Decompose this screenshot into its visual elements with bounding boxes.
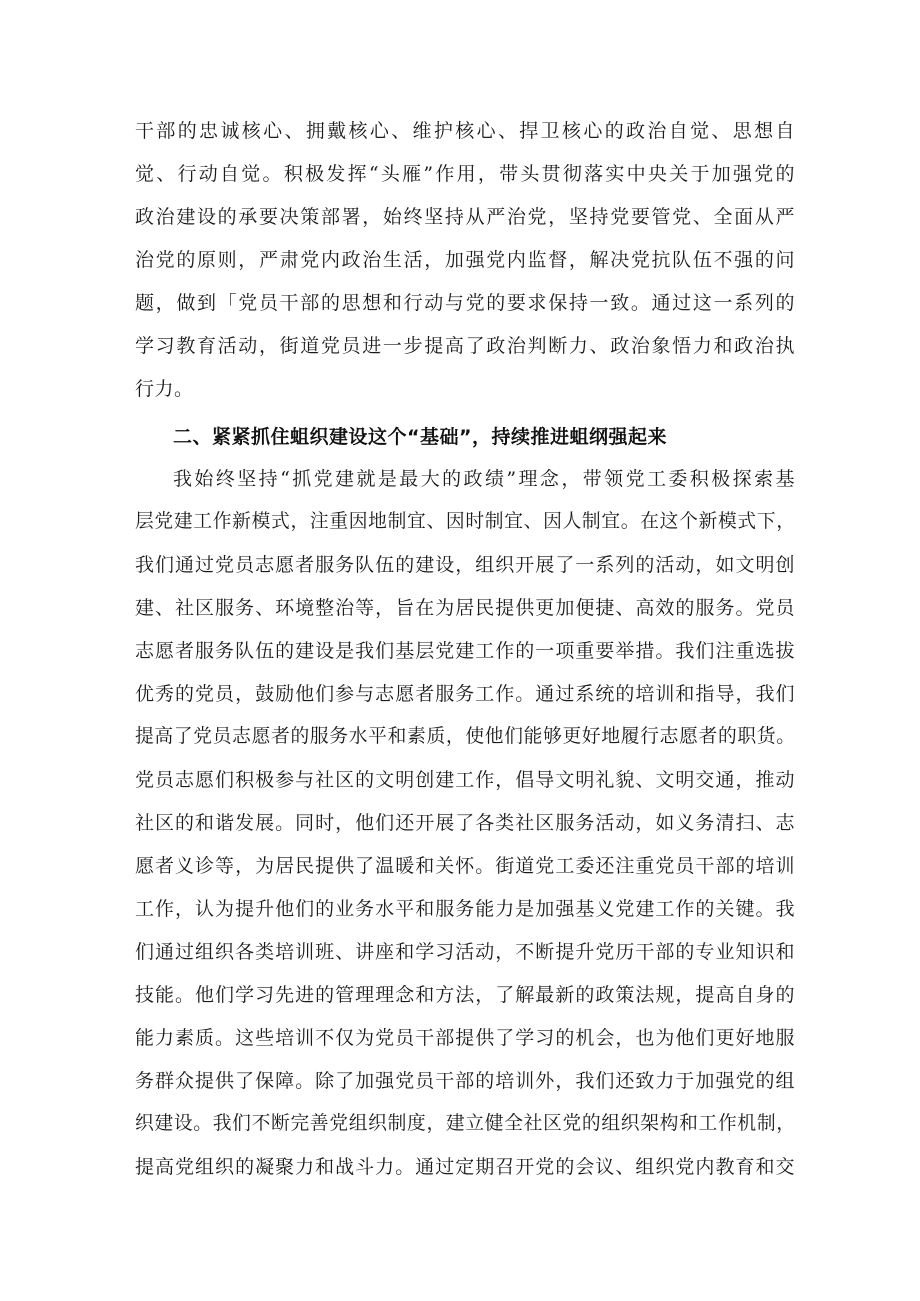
paragraph-line: 建、社区服务、环境整治等，旨在为居民提供更加便捷、高效的服务。党员 bbox=[135, 597, 795, 619]
paragraph-line-indented: 我始终坚持“抓党建就是最大的政绩”理念，带领党工委积极探索基 bbox=[173, 468, 795, 490]
paragraph-line: 题，做到「党员干部的思想和行动与党的要求保持一致。通过这一系列的 bbox=[135, 292, 795, 314]
paragraph-line: 工作，认为提升他们的业务水平和服务能力是加强基义党建工作的关键。我 bbox=[135, 898, 795, 920]
paragraph-line: 提高党组织的凝聚力和战斗力。通过定期召开党的会议、组织党内教育和交 bbox=[135, 1156, 795, 1178]
paragraph-line: 务群众提供了保障。除了加强党员干部的培训外，我们还致力于加强党的组 bbox=[135, 1070, 795, 1092]
section-heading: 二、紧紧抓住蛆织建设这个“基础”，持续推进蛆纲强起来 bbox=[173, 426, 667, 448]
paragraph-line: 我们通过党员志愿者服务队伍的建设，组织开展了一系列的活动，如文明创 bbox=[135, 554, 795, 576]
paragraph-line: 行力。 bbox=[135, 378, 194, 400]
paragraph-line: 政治建设的承要决策部署，始终坚持从严治党，坚持党要管党、全面从严 bbox=[135, 206, 795, 228]
paragraph-line: 治党的原则，严肃党内政治生活，加强党内监督，解决党抗队伍不强的问 bbox=[135, 249, 795, 271]
paragraph-line: 觉、行动自觉。积极发挥“头雁”作用，带头贯彻落实中央关于加强党的 bbox=[135, 163, 795, 185]
paragraph-line: 党员志愿们积极参与社区的文明创建工作，倡导文明礼貌、文明交通，推动 bbox=[135, 769, 795, 791]
paragraph-line: 能力素质。这些培训不仅为党员干部提供了学习的机会，也为他们更好地服 bbox=[135, 1027, 795, 1049]
paragraph-line: 愿者义诊等，为居民提供了温暖和关怀。街道党工委还注重党员干部的培训 bbox=[135, 855, 795, 877]
paragraph-line: 织建设。我们不断完善党组织制度，建立健全社区党的组织架构和工作机制， bbox=[135, 1113, 795, 1134]
paragraph-line: 提高了党员志愿者的服务水平和素质，使他们能够更好地履行志愿者的职货。 bbox=[135, 726, 795, 747]
paragraph-line: 志愿者服务队伍的建设是我们基层党建工作的一项重要举措。我们注重选拔 bbox=[135, 640, 795, 662]
paragraph-line: 干部的忠诚核心、拥戴核心、维护核心、捍卫核心的政治自觉、思想自 bbox=[135, 120, 795, 142]
paragraph-line: 技能。他们学习先进的管理理念和方法，了解最新的政策法规，提高自身的 bbox=[135, 984, 795, 1006]
paragraph-line: 社区的和谐发展。同时，他们还开展了各类社区服务活动，如义务清扫、志 bbox=[135, 812, 795, 834]
paragraph-line: 层党建工作新模式，注重因地制宜、因时制宜、因人制宜。在这个新模式下， bbox=[135, 511, 795, 532]
paragraph-line: 优秀的党员，鼓励他们参与志愿者服务工作。通过系统的培训和指导，我们 bbox=[135, 683, 795, 705]
paragraph-line: 学习教育活动，街道党员进一步提高了政治判断力、政治象悟力和政治执 bbox=[135, 335, 795, 357]
paragraph-line: 们通过组织各类培训班、讲座和学习活动，不断提升党历干部的专业知识和 bbox=[135, 941, 795, 963]
